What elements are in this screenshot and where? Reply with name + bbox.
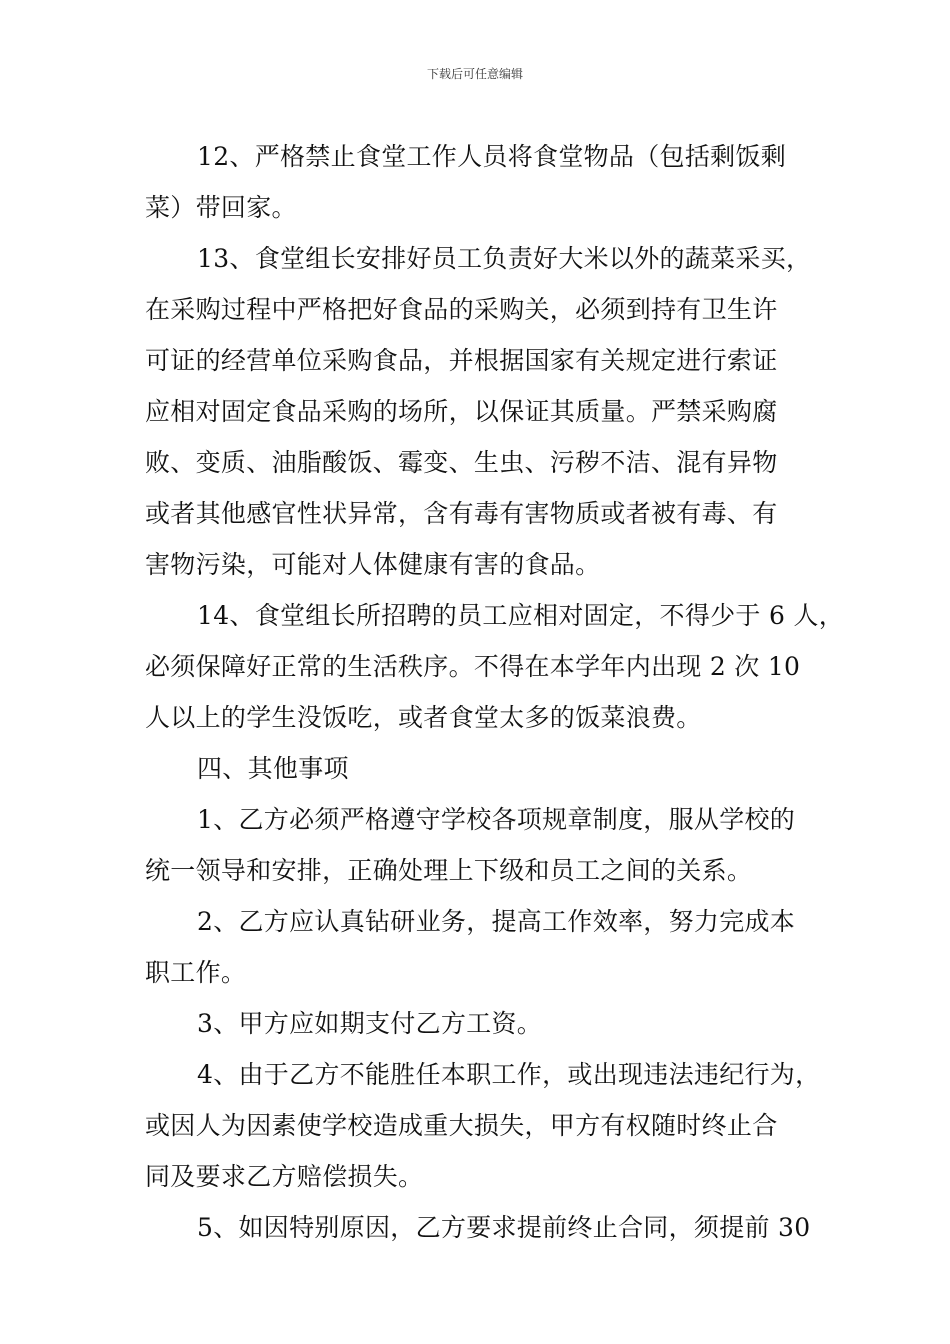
text-line: 12、严格禁止食堂工作人员将食堂物品（包括剩饭剩: [197, 142, 787, 171]
text-line: 5、如因特别原因，乙方要求提前终止合同，须提前 30: [197, 1213, 811, 1242]
text-line: 在采购过程中严格把好食品的采购关，必须到持有卫生许: [145, 295, 778, 324]
text-line: 4、由于乙方不能胜任本职工作，或出现违法违纪行为，: [197, 1060, 821, 1089]
text-line: 职工作。: [145, 958, 247, 987]
text-line: 应相对固定食品采购的场所，以保证其质量。严禁采购腐: [145, 397, 778, 426]
section-heading: 四、其他事项: [197, 754, 349, 783]
text-line: 或因人为因素使学校造成重大损失，甲方有权随时终止合: [145, 1111, 778, 1140]
text-line: 害物污染，可能对人体健康有害的食品。: [145, 550, 601, 579]
text-line: 菜）带回家。: [145, 193, 297, 222]
document-body: [145, 131, 845, 1253]
text-line: 必须保障好正常的生活秩序。不得在本学年内出现 2 次 10: [145, 652, 801, 681]
text-line: 1、乙方必须严格遵守学校各项规章制度，服从学校的: [197, 805, 796, 834]
page-header: 下载后可任意编辑: [426, 67, 523, 81]
text-line: 统一领导和安排，正确处理上下级和员工之间的关系。: [145, 856, 753, 885]
text-line: 败、变质、油脂酸饭、霉变、生虫、污秽不洁、混有异物: [145, 448, 778, 477]
text-line: 可证的经营单位采购食品，并根据国家有关规定进行索证: [145, 346, 778, 375]
text-line: 人以上的学生没饭吃，或者食堂太多的饭菜浪费。: [145, 703, 702, 732]
text-line: 3、甲方应如期支付乙方工资。: [197, 1009, 543, 1038]
text-line: 2、乙方应认真钻研业务，提高工作效率，努力完成本: [197, 907, 796, 936]
text-line: 或者其他感官性状异常，含有毒有害物质或者被有毒、有: [145, 499, 778, 528]
text-line: 14、食堂组长所招聘的员工应相对固定，不得少于 6 人，: [197, 601, 845, 630]
text-line: 13、食堂组长安排好员工负责好大米以外的蔬菜采买，: [197, 244, 812, 273]
text-line: 同及要求乙方赔偿损失。: [145, 1162, 424, 1191]
